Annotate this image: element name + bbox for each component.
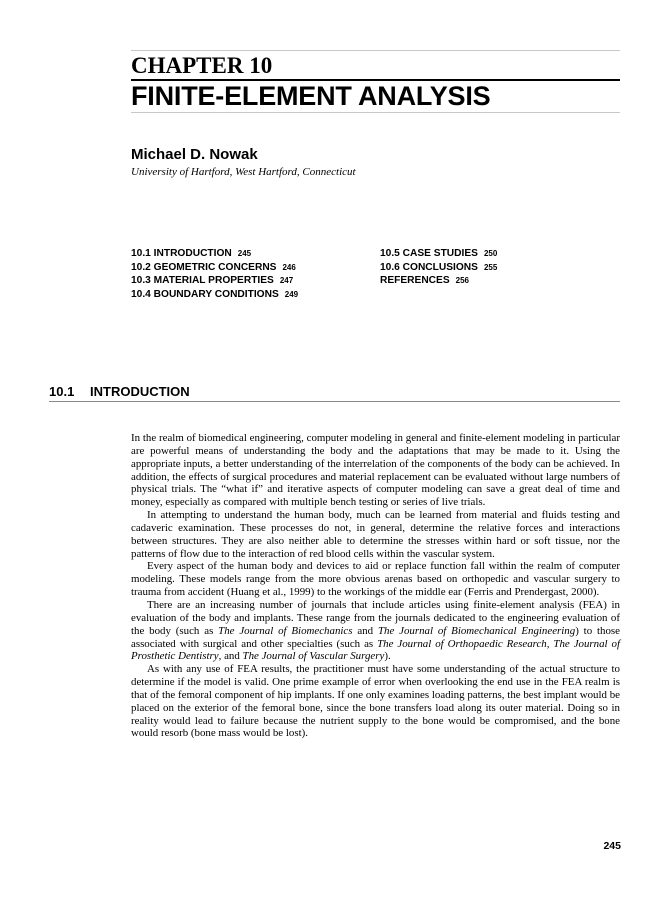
paragraph-text: There are an increasing number of journals that include articles using finite-element analysis (FEA) in evaluation of the body and implants. These range from the journals dedicated to the engineering evaluation of the body (such as xyxy=(131,598,620,637)
page-number: 245 xyxy=(603,840,621,852)
paragraph xyxy=(131,599,620,663)
toc-entry-label: 10.5 CASE STUDIES xyxy=(380,248,478,259)
toc-entry-page: 249 xyxy=(284,289,299,299)
toc-entry-label: 10.1 INTRODUCTION xyxy=(131,248,232,259)
toc-entry-label: REFERENCES xyxy=(380,275,450,286)
toc-entry-label: 10.2 GEOMETRIC CONCERNS xyxy=(131,261,277,273)
chapter-label: CHAPTER 10 xyxy=(131,53,273,78)
toc-entry[interactable] xyxy=(131,288,298,302)
toc-entry[interactable] xyxy=(131,247,298,261)
toc-entry-page: 255 xyxy=(483,262,498,272)
toc-entry[interactable] xyxy=(380,274,497,288)
title-bottom-rule xyxy=(131,112,620,113)
paragraph-text: and xyxy=(352,624,378,637)
paragraph: In the realm of biomedical engineering, computer modeling in general and finite-element modeling in particular are powerful means of understanding the body and the adaptations that may be made to it. Using the appropriate inputs, a better understanding of the interrelation of the components of the body can be achieved. In addition, the effects of surgical procedures and material replacement can be evaluated without large numbers of physical trials. The “what if” and iterative aspects of computer modeling can save a great deal of time and money, especially as compared with multiple bench testing or series of live trials. xyxy=(131,432,620,509)
toc-entry-page: 245 xyxy=(237,249,252,258)
journal-title: The Journal of Vascular Surgery xyxy=(242,650,385,663)
toc-entry-label: 10.6 CONCLUSIONS xyxy=(380,261,478,273)
paragraph-text: , and xyxy=(218,650,243,663)
toc-entry[interactable] xyxy=(131,261,298,275)
toc-entry-page: 246 xyxy=(282,262,296,272)
toc-left-column xyxy=(131,247,298,301)
toc-entry-label: 10.3 MATERIAL PROPERTIES xyxy=(131,275,274,286)
journal-title: The Journal of Orthopaedic Research, The Journal of Prosthetic Dentistry xyxy=(131,637,621,663)
toc-entry-label: 10.4 BOUNDARY CONDITIONS xyxy=(131,288,279,300)
paragraph: As with any use of FEA results, the practitioner must have some understanding of the actual structure to determine if the model is valid. One prime example of error when overlooking the end use in the FEA realm is that of the femoral component of hip implants. If one only examines loading patterns, the best implant would be placed on the exterior of the femoral bone, since the bone transfers load along its outer material. Doing so in reality would lead to failure because the nutrient supply to the bone would be compromised, and the bone would resorb (bone mass would be lost). xyxy=(131,663,620,740)
toc-entry[interactable] xyxy=(131,274,298,288)
toc-entry-page: 247 xyxy=(279,276,294,285)
toc-entry[interactable] xyxy=(380,247,497,261)
journal-title: The Journal of Biomechanical Engineering xyxy=(377,624,576,637)
body-text xyxy=(131,432,620,740)
toc-entry-page: 250 xyxy=(483,249,498,258)
author-affiliation: University of Hartford, West Hartford, Connecticut xyxy=(131,166,356,178)
top-thin-rule xyxy=(131,50,620,51)
section-heading xyxy=(49,384,190,400)
section-rule xyxy=(49,401,620,402)
paragraph: Every aspect of the human body and devices to aid or replace function fall within the realm of computer modeling. These models range from the more obvious arenas based on orthopedic and vascular surgery to trauma from accident (Huang et al., 1999) to the workings of the middle ear (Ferris and Prendergast, 2000). xyxy=(131,560,620,599)
paragraph-text: ) to those associated with surgical and other specialties (such as xyxy=(131,624,620,650)
chapter-title: FINITE-ELEMENT ANALYSIS xyxy=(131,81,491,111)
toc-entry-page: 256 xyxy=(455,276,469,285)
author-name: Michael D. Nowak xyxy=(131,146,258,163)
section-title: INTRODUCTION xyxy=(90,384,190,399)
paragraph: In attempting to understand the human body, much can be learned from material and fluids testing and cadaveric examination. These processes do not, in general, determine the relative forces and interactions between structures. They are also neither able to determine the stresses within hard or soft tissue, nor the patterns of flow due to the interaction of red blood cells within the vascular system. xyxy=(131,509,620,560)
toc-right-column xyxy=(380,247,497,288)
paragraph-text: ). xyxy=(384,650,391,663)
toc-entry[interactable] xyxy=(380,261,497,275)
journal-title: The Journal of Biomechanics xyxy=(218,624,353,637)
section-number: 10.1 xyxy=(49,384,75,399)
